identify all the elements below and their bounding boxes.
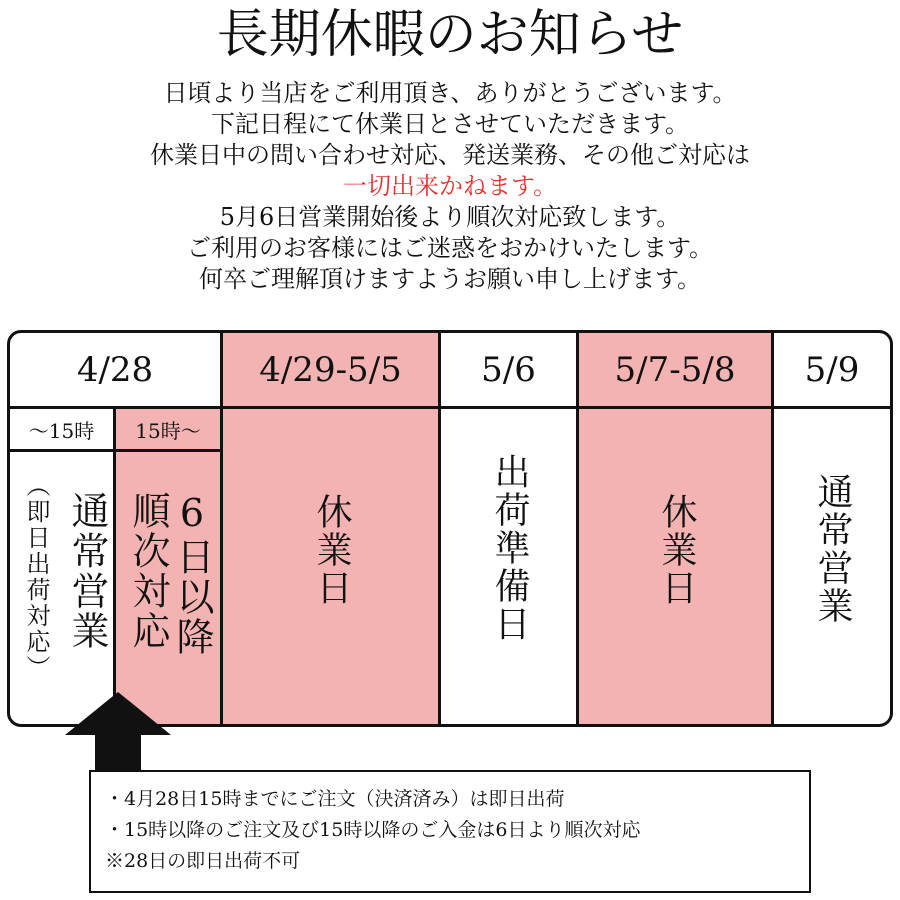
holiday-label-1: 休業日 — [311, 493, 352, 607]
normal-business-428: 通常営業 — [65, 491, 109, 651]
grid-line — [220, 333, 223, 724]
intro-text — [0, 78, 900, 295]
grid-line — [890, 333, 893, 724]
same-day-shipping-note: （即日出荷対応） — [22, 473, 50, 681]
sub-after-15: 15時〜 — [135, 418, 201, 443]
from-6th: 6日以降 — [170, 491, 214, 657]
header-date-0507-0508: 5/7-5/8 — [614, 349, 736, 390]
notes-box — [89, 770, 811, 893]
header-date-0429-0505: 4/29-5/5 — [259, 349, 402, 390]
header-date-0509: 5/9 — [804, 349, 860, 390]
grid-line — [576, 333, 579, 724]
holiday-label-2: 休業日 — [656, 493, 697, 607]
intro-line: 休業日中の問い合わせ対応、発送業務、その他ご対応は — [150, 141, 750, 169]
sequential-response: 順次対応 — [126, 491, 170, 651]
up-arrow-icon — [63, 690, 173, 780]
grid-line — [771, 333, 774, 724]
header-date-0506: 5/6 — [481, 349, 536, 390]
note-line: ・4月28日15時までにご注文（決済済み）は即日出荷 — [105, 788, 565, 810]
intro-line: 何卒ご理解頂けますようお願い申し上げます。 — [198, 265, 702, 293]
intro-line: ご利用のお客様にはご迷惑をおかけいたします。 — [186, 234, 714, 262]
grid-line — [10, 406, 890, 409]
intro-line-warning: 一切出来かねます。 — [342, 172, 558, 200]
grid-line — [113, 406, 116, 724]
intro-line: 下記日程にて休業日とさせていただきます。 — [210, 110, 690, 138]
note-line: ・15時以降のご注文及び15時以降のご入金は6日より順次対応 — [105, 819, 641, 841]
intro-line: 5月6日営業開始後より順次対応致します。 — [219, 203, 681, 231]
page-title: 長期休暇のお知らせ — [216, 5, 684, 65]
shipping-prep-label: 出荷準備日 — [489, 453, 530, 643]
schedule-table — [7, 330, 893, 727]
intro-line: 日頃より当店をご利用頂き、ありがとうございます。 — [163, 79, 737, 107]
header-date-0428: 4/28 — [76, 349, 154, 390]
normal-business-509: 通常営業 — [812, 473, 853, 625]
sub-before-15: 〜15時 — [28, 418, 95, 443]
note-line: ※28日の即日出荷不可 — [105, 850, 301, 872]
grid-line — [438, 333, 441, 724]
